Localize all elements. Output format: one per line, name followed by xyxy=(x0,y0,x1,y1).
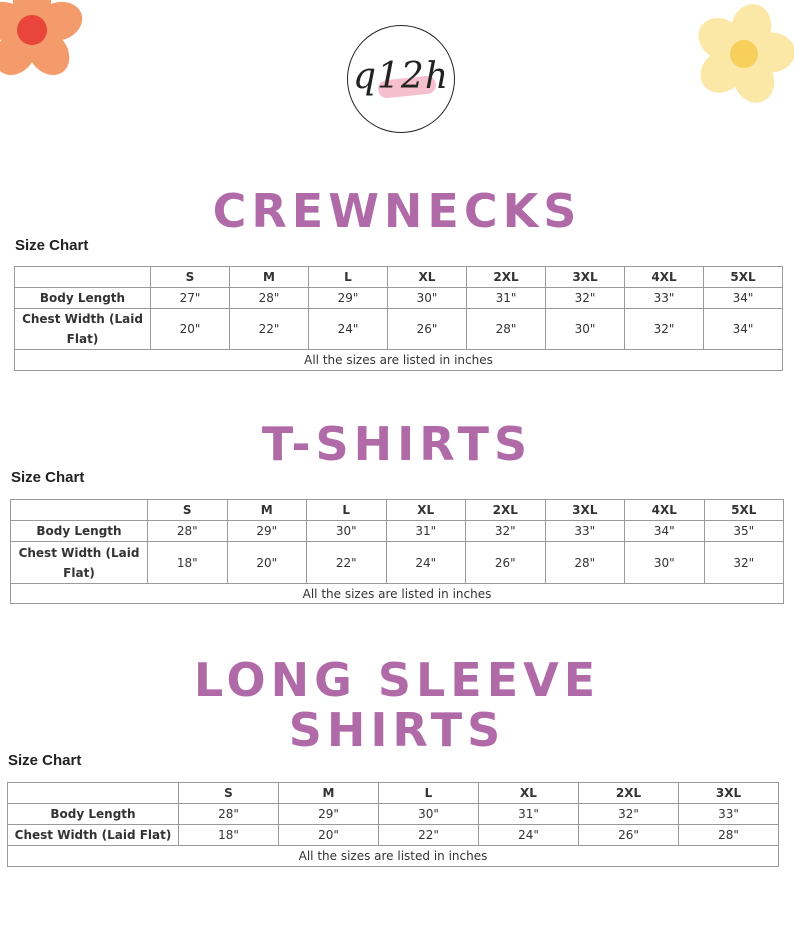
table-cell: 30" xyxy=(307,521,387,542)
table-cell: 30" xyxy=(388,288,467,309)
table-cell: 30" xyxy=(625,542,705,584)
size-header: L xyxy=(309,267,388,288)
table-cell: 33" xyxy=(545,521,625,542)
size-header: XL xyxy=(479,783,579,804)
table-cell: 28" xyxy=(179,804,279,825)
table-cell: 28" xyxy=(679,825,779,846)
table-header-row xyxy=(15,267,783,288)
table-cell: 30" xyxy=(379,804,479,825)
table-row xyxy=(15,288,783,309)
table-cell: 20" xyxy=(151,309,230,350)
table-row xyxy=(11,542,784,584)
table-note: All the sizes are listed in inches xyxy=(8,846,779,867)
table-cell: 26" xyxy=(579,825,679,846)
table-header-row xyxy=(11,500,784,521)
table-cell: 34" xyxy=(704,309,783,350)
row-label: Body Length xyxy=(15,288,151,309)
table-cell: 32" xyxy=(704,542,784,584)
size-header: 3XL xyxy=(546,267,625,288)
table-cell: 22" xyxy=(230,309,309,350)
table-cell: 18" xyxy=(148,542,228,584)
table-cell: 24" xyxy=(309,309,388,350)
row-label: Body Length xyxy=(8,804,179,825)
brand-logo xyxy=(347,25,455,133)
table-row xyxy=(8,804,779,825)
flower-icon-right xyxy=(688,0,794,112)
table-cell: 28" xyxy=(545,542,625,584)
size-header: M xyxy=(227,500,307,521)
section-title-crewnecks: CREWNECKS xyxy=(212,184,582,238)
size-header: 2XL xyxy=(466,500,546,521)
row-label: Chest Width (Laid Flat) xyxy=(8,825,179,846)
table-note: All the sizes are listed in inches xyxy=(11,584,784,604)
table-cell: 32" xyxy=(625,309,704,350)
table-note-row xyxy=(8,846,779,867)
logo-text: q12h xyxy=(352,56,450,97)
table-note: All the sizes are listed in inches xyxy=(15,350,783,371)
size-header: 3XL xyxy=(545,500,625,521)
table-cell: 24" xyxy=(479,825,579,846)
table-cell: 31" xyxy=(386,521,466,542)
row-label: Body Length xyxy=(11,521,148,542)
table-cell: 26" xyxy=(388,309,467,350)
table-cell: 29" xyxy=(227,521,307,542)
row-label: Chest Width (Laid Flat) xyxy=(15,309,151,350)
size-chart-label: Size Chart xyxy=(8,752,82,769)
table-cell: 35" xyxy=(704,521,784,542)
table-cell: 33" xyxy=(679,804,779,825)
size-header: M xyxy=(279,783,379,804)
flower-icon-left xyxy=(0,0,95,90)
table-cell: 24" xyxy=(386,542,466,584)
table-corner-cell xyxy=(8,783,179,804)
section-title-long-sleeve: LONG SLEEVE xyxy=(193,653,601,707)
table-row xyxy=(11,521,784,542)
table-cell: 34" xyxy=(704,288,783,309)
size-chart-label: Size Chart xyxy=(11,469,85,486)
table-cell: 28" xyxy=(230,288,309,309)
size-header: S xyxy=(151,267,230,288)
size-header: 5XL xyxy=(704,267,783,288)
table-header-row xyxy=(8,783,779,804)
table-cell: 32" xyxy=(466,521,546,542)
table-cell: 20" xyxy=(279,825,379,846)
size-header: S xyxy=(148,500,228,521)
table-note-row xyxy=(15,350,783,371)
size-header: 5XL xyxy=(704,500,784,521)
size-header: 4XL xyxy=(625,267,704,288)
size-header: XL xyxy=(388,267,467,288)
table-corner-cell xyxy=(11,500,148,521)
section-title-t-shirts: T-SHIRTS xyxy=(261,417,533,471)
table-cell: 30" xyxy=(546,309,625,350)
row-label: Chest Width (Laid Flat) xyxy=(11,542,148,584)
size-header: S xyxy=(179,783,279,804)
table-cell: 27" xyxy=(151,288,230,309)
table-cell: 32" xyxy=(579,804,679,825)
table-corner-cell xyxy=(15,267,151,288)
table-cell: 29" xyxy=(309,288,388,309)
table-cell: 34" xyxy=(625,521,705,542)
table-row xyxy=(8,825,779,846)
table-cell: 32" xyxy=(546,288,625,309)
table-cell: 28" xyxy=(148,521,228,542)
size-header: M xyxy=(230,267,309,288)
table-cell: 20" xyxy=(227,542,307,584)
table-cell: 28" xyxy=(467,309,546,350)
table-cell: 31" xyxy=(467,288,546,309)
size-header: L xyxy=(379,783,479,804)
table-cell: 33" xyxy=(625,288,704,309)
size-header: 3XL xyxy=(679,783,779,804)
size-chart-label: Size Chart xyxy=(15,237,89,254)
t-shirts-size-table xyxy=(10,499,784,604)
table-cell: 29" xyxy=(279,804,379,825)
size-header: 2XL xyxy=(579,783,679,804)
size-header: XL xyxy=(386,500,466,521)
size-header: L xyxy=(307,500,387,521)
size-header: 4XL xyxy=(625,500,705,521)
table-row xyxy=(15,309,783,350)
table-cell: 22" xyxy=(307,542,387,584)
table-cell: 18" xyxy=(179,825,279,846)
table-cell: 22" xyxy=(379,825,479,846)
long-sleeve-size-table xyxy=(7,782,779,867)
section-title-shirts: SHIRTS xyxy=(288,703,506,757)
crewnecks-size-table xyxy=(14,266,783,371)
table-note-row xyxy=(11,584,784,604)
size-header: 2XL xyxy=(467,267,546,288)
table-cell: 31" xyxy=(479,804,579,825)
table-cell: 26" xyxy=(466,542,546,584)
